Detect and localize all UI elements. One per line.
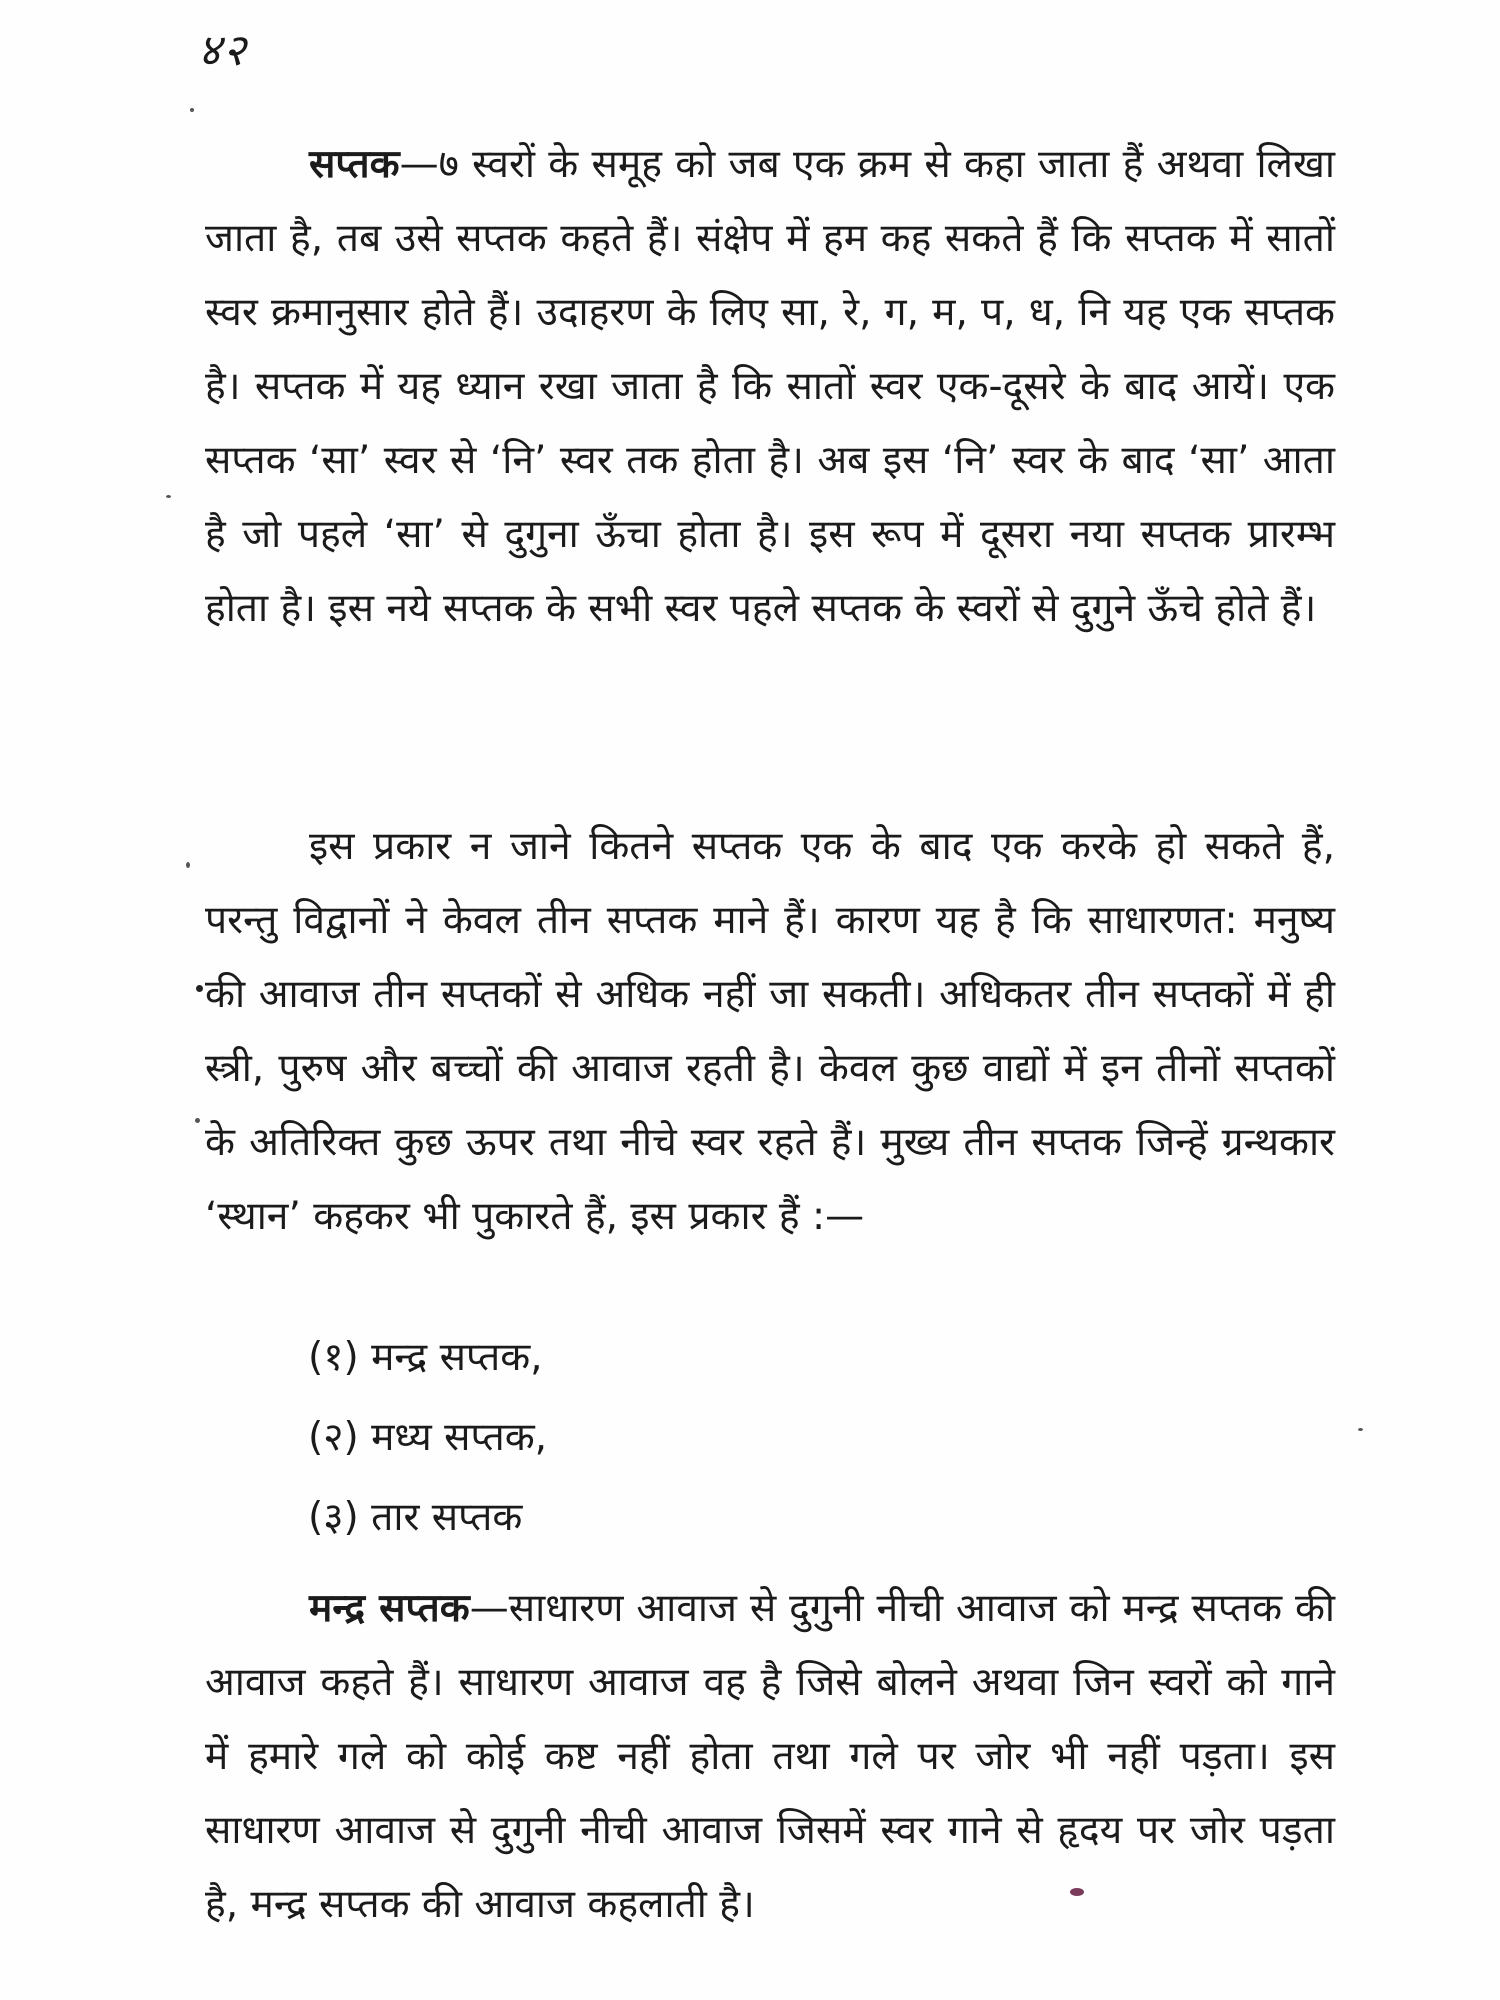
list-item: (३) तार सप्तक bbox=[308, 1495, 523, 1540]
heading-dash: — bbox=[469, 1586, 509, 1631]
paragraph-heading: सप्तक bbox=[309, 142, 400, 187]
scan-speck bbox=[166, 495, 171, 498]
paragraph-text: साधारण आवाज से दुगुनी नीची आवाज को मन्द्र सप्तक की आवाज कहते हैं। साधारण आवाज वह है जिसे बोलने अथवा जिन स्वरों को गाने में हमारे गले को कोई कष्ट नहीं होता तथा गले पर जोर भी नहीं पड़ता। इस साधारण आवाज से दुगुनी नीची आवाज जिसमें स्वर गाने से हृदय पर जोर पड़ता है, मन्द्र सप्तक की आवाज कहलाती है। bbox=[205, 1586, 1336, 1927]
paragraph-saptak bbox=[205, 128, 1335, 646]
paragraph-text: ७ स्वरों के समूह को जब एक क्रम से कहा जाता हैं अथवा लिखा जाता है, तब उसे सप्तक कहते हैं। संक्षेप में हम कह सकते हैं कि सप्तक में सातों स्वर क्रमानुसार होते हैं। उदाहरण के लिए सा, रे, ग, म, प, ध, नि यह एक सप्तक है। सप्तक में यह ध्यान रखा जाता है कि सातों स्वर एक-दूसरे के बाद आयें। एक सप्तक ‘सा’ स्वर से ‘नि’ स्वर तक होता है। अब इस ‘नि’ स्वर के बाद ‘सा’ आता है जो पहले ‘सा’ से दुगुना ऊँचा होता है। इस रूप में दूसरा नया सप्तक प्रारम्भ होता है। इस नये सप्तक के सभी स्वर पहले सप्तक के स्वरों से दुगुने ऊँचे होते हैं। bbox=[205, 142, 1335, 631]
scan-speck bbox=[196, 985, 203, 992]
paragraph-text: इस प्रकार न जाने कितने सप्तक एक के बाद एक करके हो सकते हैं, परन्तु विद्वानों ने केवल तीन सप्तक माने हैं। कारण यह है कि साधारणत: मनुष्य की आवाज तीन सप्तकों से अधिक नहीं जा सकती। अधिकतर तीन सप्तकों में ही स्त्री, पुरुष और बच्चों की आवाज रहती है। केवल कुछ वाद्यों में इन तीनों सप्तकों के अतिरिक्त कुछ ऊपर तथा नीचे स्वर रहते हैं। मुख्य तीन सप्तक जिन्हें ग्रन्थकार ‘स्थान’ कहकर भी पुकारते हैं, इस प्रकार हैं :— bbox=[205, 824, 1335, 1239]
scan-speck bbox=[190, 108, 194, 112]
list-item: (२) मध्य सप्तक, bbox=[308, 1415, 548, 1460]
heading-dash: — bbox=[399, 142, 439, 187]
paragraph-heading: मन्द्र सप्तक bbox=[309, 1586, 470, 1631]
scan-speck bbox=[186, 862, 190, 868]
paragraph-three-saptak bbox=[205, 810, 1335, 1254]
list-item: (१) मन्द्र सप्तक, bbox=[308, 1335, 543, 1380]
saptak-list bbox=[308, 1318, 547, 1558]
page-number: ४२ bbox=[198, 25, 248, 76]
scan-speck bbox=[1070, 1888, 1084, 1896]
scan-speck bbox=[195, 1118, 200, 1123]
scan-speck bbox=[1358, 1428, 1363, 1431]
paragraph-mandra-saptak bbox=[205, 1572, 1335, 1942]
